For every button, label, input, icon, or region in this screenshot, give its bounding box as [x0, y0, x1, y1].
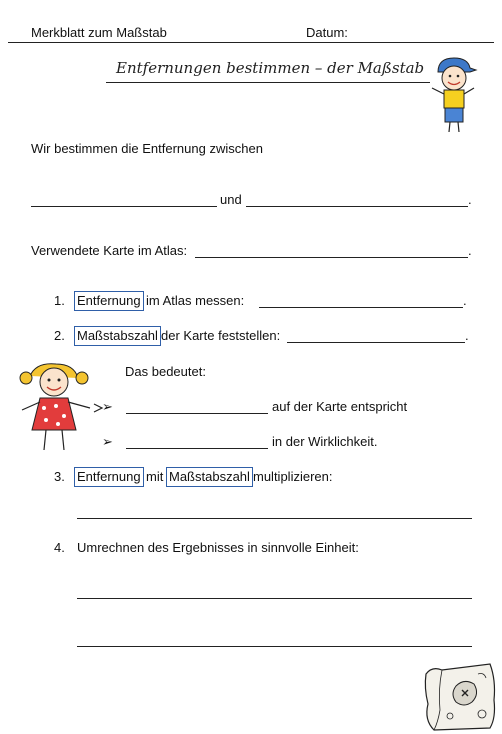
blank-step-2[interactable] — [287, 342, 465, 343]
bullet-arrow: ➢ — [102, 434, 113, 449]
blank-step-4a[interactable] — [77, 598, 472, 599]
blank-step-4b[interactable] — [77, 646, 472, 647]
step-3-text: multiplizieren: — [253, 469, 333, 484]
step-2-text: der Karte feststellen: — [161, 328, 281, 343]
meaning-label: Das bedeutet: — [125, 364, 206, 379]
and-word: und — [220, 192, 242, 207]
blank-step-1[interactable] — [259, 307, 463, 308]
blank-map[interactable] — [195, 257, 468, 258]
step-1-number: 1. — [54, 293, 65, 308]
header-rule — [8, 42, 494, 43]
step-3-mid: mit — [146, 469, 164, 484]
girl-illustration — [16, 360, 114, 458]
blank-step-3[interactable] — [77, 518, 472, 519]
period: . — [465, 328, 469, 343]
blank-real-distance[interactable] — [126, 448, 268, 449]
intro-text: Wir bestimmen die Entfernung zwischen — [31, 141, 263, 156]
treasure-map-illustration — [420, 660, 500, 732]
step-1-text: im Atlas messen: — [146, 293, 245, 308]
step-1-boxed: Entfernung — [74, 291, 144, 311]
bullet-arrow: ➢ — [102, 399, 113, 414]
step-3-boxed-2: Maßstabszahl — [166, 467, 253, 487]
header-left: Merkblatt zum Maßstab — [31, 25, 167, 40]
bullet-1-text: auf der Karte entspricht — [272, 399, 408, 414]
boy-illustration — [424, 54, 480, 136]
period: . — [463, 293, 467, 308]
step-3-number: 3. — [54, 469, 65, 484]
step-3-boxed-1: Entfernung — [74, 467, 144, 487]
period: . — [468, 192, 472, 207]
period: . — [468, 243, 472, 258]
map-label: Verwendete Karte im Atlas: — [31, 243, 188, 258]
blank-place-1[interactable] — [31, 206, 217, 207]
blank-place-2[interactable] — [246, 206, 468, 207]
bullet-2-text: in der Wirklichkeit. — [272, 434, 378, 449]
blank-map-distance[interactable] — [126, 413, 268, 414]
header-date: Datum: — [306, 25, 348, 40]
step-4-number: 4. — [54, 540, 65, 555]
step-2-boxed: Maßstabszahl — [74, 326, 161, 346]
page-title: Entfernungen bestimmen – der Maßstab — [116, 59, 425, 77]
step-2-number: 2. — [54, 328, 65, 343]
title-underline — [106, 82, 430, 83]
step-4-text: Umrechnen des Ergebnisses in sinnvolle Einheit: — [77, 540, 359, 555]
